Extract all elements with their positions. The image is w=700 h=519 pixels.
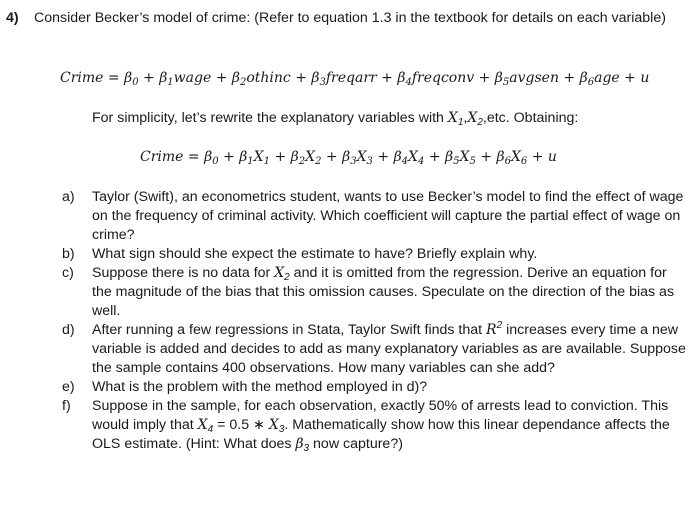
sub-question-b bbox=[56, 245, 686, 264]
sub-question-c bbox=[56, 264, 686, 321]
var-x2-sub: 2 bbox=[284, 272, 290, 283]
eq2-beta3: β bbox=[342, 149, 351, 165]
eq2-beta6: β bbox=[496, 149, 505, 165]
eq2-beta4: β bbox=[393, 149, 402, 165]
beta3-sub: 3 bbox=[303, 443, 310, 454]
eq1-var-freqconv: freqconv bbox=[411, 70, 475, 86]
eq2-x5: X bbox=[459, 149, 470, 165]
eq1-equals: = bbox=[103, 70, 125, 86]
eq1-beta4: + β bbox=[376, 70, 406, 86]
sub-question-a bbox=[56, 188, 686, 245]
eq2-x4: X bbox=[408, 149, 418, 165]
eq2-equals: = bbox=[183, 149, 205, 165]
eq2-x3-sub: 3 bbox=[366, 156, 373, 167]
eq2-x2-sub: 2 bbox=[315, 156, 322, 167]
var-x3: X bbox=[268, 417, 279, 433]
eq2-plus: + bbox=[270, 149, 291, 165]
eq2-plus: + bbox=[475, 149, 497, 165]
eq2-error: + u bbox=[527, 149, 557, 165]
eq2-x4-sub: 4 bbox=[418, 156, 425, 167]
eq2-plus: + bbox=[321, 149, 343, 165]
simplify-comma: , bbox=[463, 110, 468, 126]
beta3: β bbox=[295, 436, 304, 452]
eq1-beta0-sub: 0 bbox=[132, 77, 139, 88]
sub-question-list bbox=[56, 188, 686, 454]
sub-question-e bbox=[56, 378, 686, 397]
eq2-x1: X bbox=[253, 149, 264, 165]
simplified-equation bbox=[140, 148, 557, 167]
eq2-x5-sub: 5 bbox=[469, 156, 476, 167]
eq2-beta5-sub: 5 bbox=[453, 156, 460, 167]
sub-question-f bbox=[56, 397, 686, 454]
item-text-after: and it is omitted from the regression. Derive an equation for the magnitude of the bias that this omission causes. Speculate on the direction of the bias as well. bbox=[92, 265, 675, 319]
question-number: 4) bbox=[6, 10, 19, 26]
question-intro: Consider Becker’s model of crime: (Refer to equation 1.3 in the textbook for details on each variable) bbox=[34, 10, 666, 26]
var-x4-sub: 4 bbox=[207, 424, 214, 435]
eq2-lhs: Crime bbox=[140, 149, 184, 165]
eq1-beta6-sub: 6 bbox=[587, 77, 595, 88]
simplify-x1: X bbox=[447, 110, 458, 126]
eq1-var-othinc: othinc bbox=[246, 70, 291, 86]
item-label: d) bbox=[62, 322, 75, 338]
r-squared-exp: 2 bbox=[496, 320, 503, 331]
eq1-error: + u bbox=[619, 70, 650, 86]
eq2-beta0: β bbox=[204, 149, 213, 165]
eq1-beta3-sub: 3 bbox=[319, 77, 326, 88]
item-label: f) bbox=[62, 398, 71, 414]
eq2-beta1: β bbox=[239, 149, 248, 165]
item-text-before: Suppose there is no data for bbox=[92, 265, 275, 281]
eq2-plus: + bbox=[424, 149, 446, 165]
eq2-x6-sub: 6 bbox=[520, 156, 528, 167]
eq2-plus: + bbox=[372, 149, 394, 165]
simplify-x2-sub: 2 bbox=[477, 117, 483, 128]
eq1-var-wage: wage bbox=[173, 70, 212, 86]
item-text-before: Suppose in the sample, for each observation, exactly 50% of arrests lead to conviction. This would imply that bbox=[92, 398, 669, 433]
eq2-x6: X bbox=[510, 149, 521, 165]
eq1-var-age: age bbox=[594, 70, 620, 86]
item-text-after: now capture?) bbox=[309, 436, 403, 452]
item-text-before: After running a few regressions in Stata, Taylor Swift finds that bbox=[92, 322, 487, 338]
simplification-text bbox=[92, 109, 578, 128]
item-label: e) bbox=[62, 379, 75, 395]
item-label: b) bbox=[62, 246, 75, 262]
item-text-after: increases every time a new variable is added and decides to add as many explanatory variables as are available. Suppose the sample contains 400 observations. How many variables can she add? bbox=[92, 322, 686, 376]
eq1-beta5-sub: 5 bbox=[502, 77, 510, 88]
item-label: a) bbox=[62, 189, 75, 205]
eq2-x1-sub: 1 bbox=[263, 156, 271, 167]
eq1-beta1-sub: 1 bbox=[167, 77, 174, 88]
eq2-plus: + bbox=[218, 149, 240, 165]
var-x3-sub: 3 bbox=[278, 424, 285, 435]
eq1-beta1: + β bbox=[138, 70, 168, 86]
eq2-beta2-sub: 2 bbox=[298, 156, 306, 167]
becker-equation bbox=[60, 69, 649, 88]
r-squared: R bbox=[486, 322, 497, 338]
eq1-beta5: + β bbox=[474, 70, 503, 86]
simplify-before: For simplicity, let’s rewrite the explanatory variables with bbox=[92, 110, 448, 126]
eq1-beta2-sub: 2 bbox=[239, 77, 247, 88]
eq1-beta2: + β bbox=[211, 70, 240, 86]
item-text-mid: . Mathematically show how this linear dependance affects the OLS estimate. (Hint: What does bbox=[92, 417, 670, 452]
eq2-beta1-sub: 1 bbox=[247, 156, 254, 167]
item-text: What is the problem with the method employed in d)? bbox=[92, 379, 428, 395]
item-text: Taylor (Swift), an econometrics student, wants to use Becker’s model to find the effect of wage on the frequency of criminal activity. Which coefficient will capture the partial effect of wage on crime? bbox=[92, 189, 684, 243]
var-x4: X bbox=[197, 417, 208, 433]
eq1-lhs: Crime bbox=[60, 70, 104, 86]
eq2-beta0-sub: 0 bbox=[212, 156, 219, 167]
eq2-beta6-sub: 6 bbox=[504, 156, 511, 167]
sub-question-d bbox=[56, 321, 686, 378]
item-text: What sign should she expect the estimate to have? Briefly explain why. bbox=[92, 246, 538, 262]
simplify-x2: X bbox=[467, 110, 478, 126]
eq2-x3: X bbox=[356, 149, 367, 165]
eq2-beta3-sub: 3 bbox=[350, 156, 357, 167]
item-label: c) bbox=[62, 265, 74, 281]
simplify-x1-sub: 1 bbox=[457, 117, 464, 128]
simplify-after: ,etc. Obtaining: bbox=[482, 110, 579, 126]
eq1-var-freqarr: freqarr bbox=[325, 70, 377, 86]
var-x2: X bbox=[274, 265, 285, 281]
eq1-beta3: + β bbox=[290, 70, 320, 86]
eq1-beta6: + β bbox=[559, 70, 588, 86]
equation-mid: = 0.5 ∗ bbox=[213, 417, 269, 433]
eq2-beta2: β bbox=[290, 149, 299, 165]
eq2-beta5: β bbox=[445, 149, 454, 165]
eq2-beta4-sub: 4 bbox=[401, 156, 409, 167]
question-header bbox=[6, 9, 684, 28]
eq1-beta4-sub: 4 bbox=[405, 77, 412, 88]
eq2-x2: X bbox=[305, 149, 316, 165]
eq1-var-avgsen: avgsen bbox=[509, 70, 559, 86]
eq1-beta0: β bbox=[124, 70, 133, 86]
